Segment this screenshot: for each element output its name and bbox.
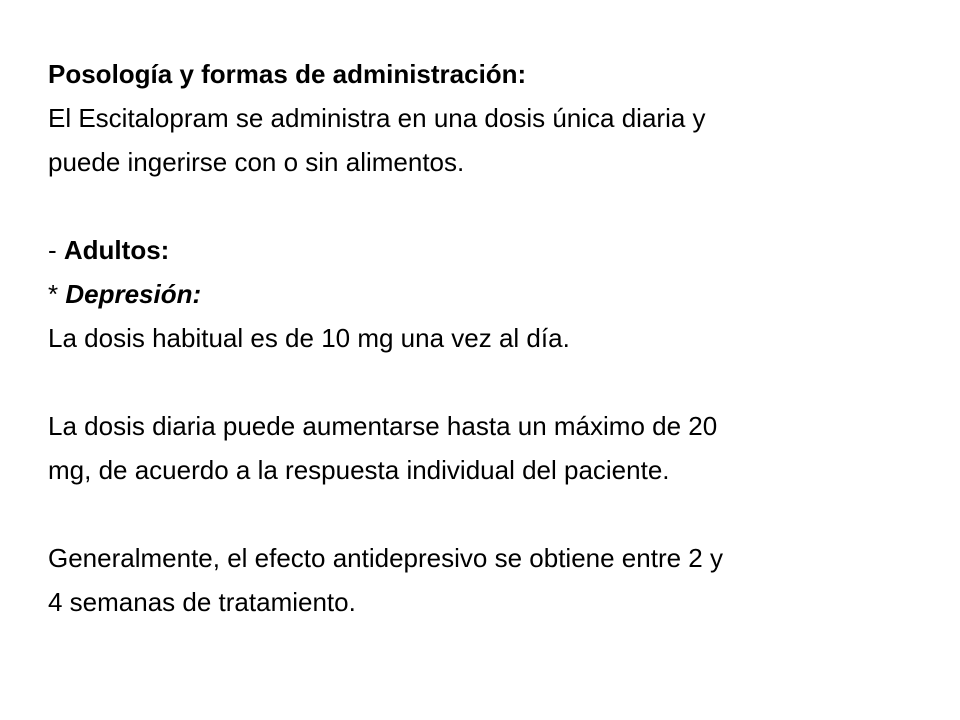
depression-label: Depresión: bbox=[65, 279, 202, 309]
slide-body bbox=[48, 52, 948, 624]
adults-heading bbox=[48, 228, 948, 272]
intro-line-2: puede ingerirse con o sin alimentos. bbox=[48, 147, 465, 177]
heading: Posología y formas de administración: bbox=[48, 59, 527, 89]
intro-line-1: El Escitalopram se administra en una dosis única diaria y bbox=[48, 103, 706, 133]
usual-dose-text: La dosis habitual es de 10 mg una vez al día. bbox=[48, 323, 570, 353]
depression-heading bbox=[48, 272, 948, 316]
max-dose-line-1: La dosis diaria puede aumentarse hasta un máximo de 20 bbox=[48, 411, 718, 441]
adults-prefix: - bbox=[48, 235, 64, 265]
adults-label: Adultos: bbox=[63, 235, 170, 265]
spacer bbox=[48, 492, 948, 536]
spacer bbox=[48, 360, 948, 404]
effect-line-1: Generalmente, el efecto antidepresivo se obtiene entre 2 y bbox=[48, 543, 723, 573]
max-dose-line-2: mg, de acuerdo a la respuesta individual del paciente. bbox=[48, 455, 670, 485]
spacer bbox=[48, 184, 948, 228]
effect-line-2: 4 semanas de tratamiento. bbox=[48, 587, 356, 617]
depression-prefix: * bbox=[48, 279, 66, 309]
